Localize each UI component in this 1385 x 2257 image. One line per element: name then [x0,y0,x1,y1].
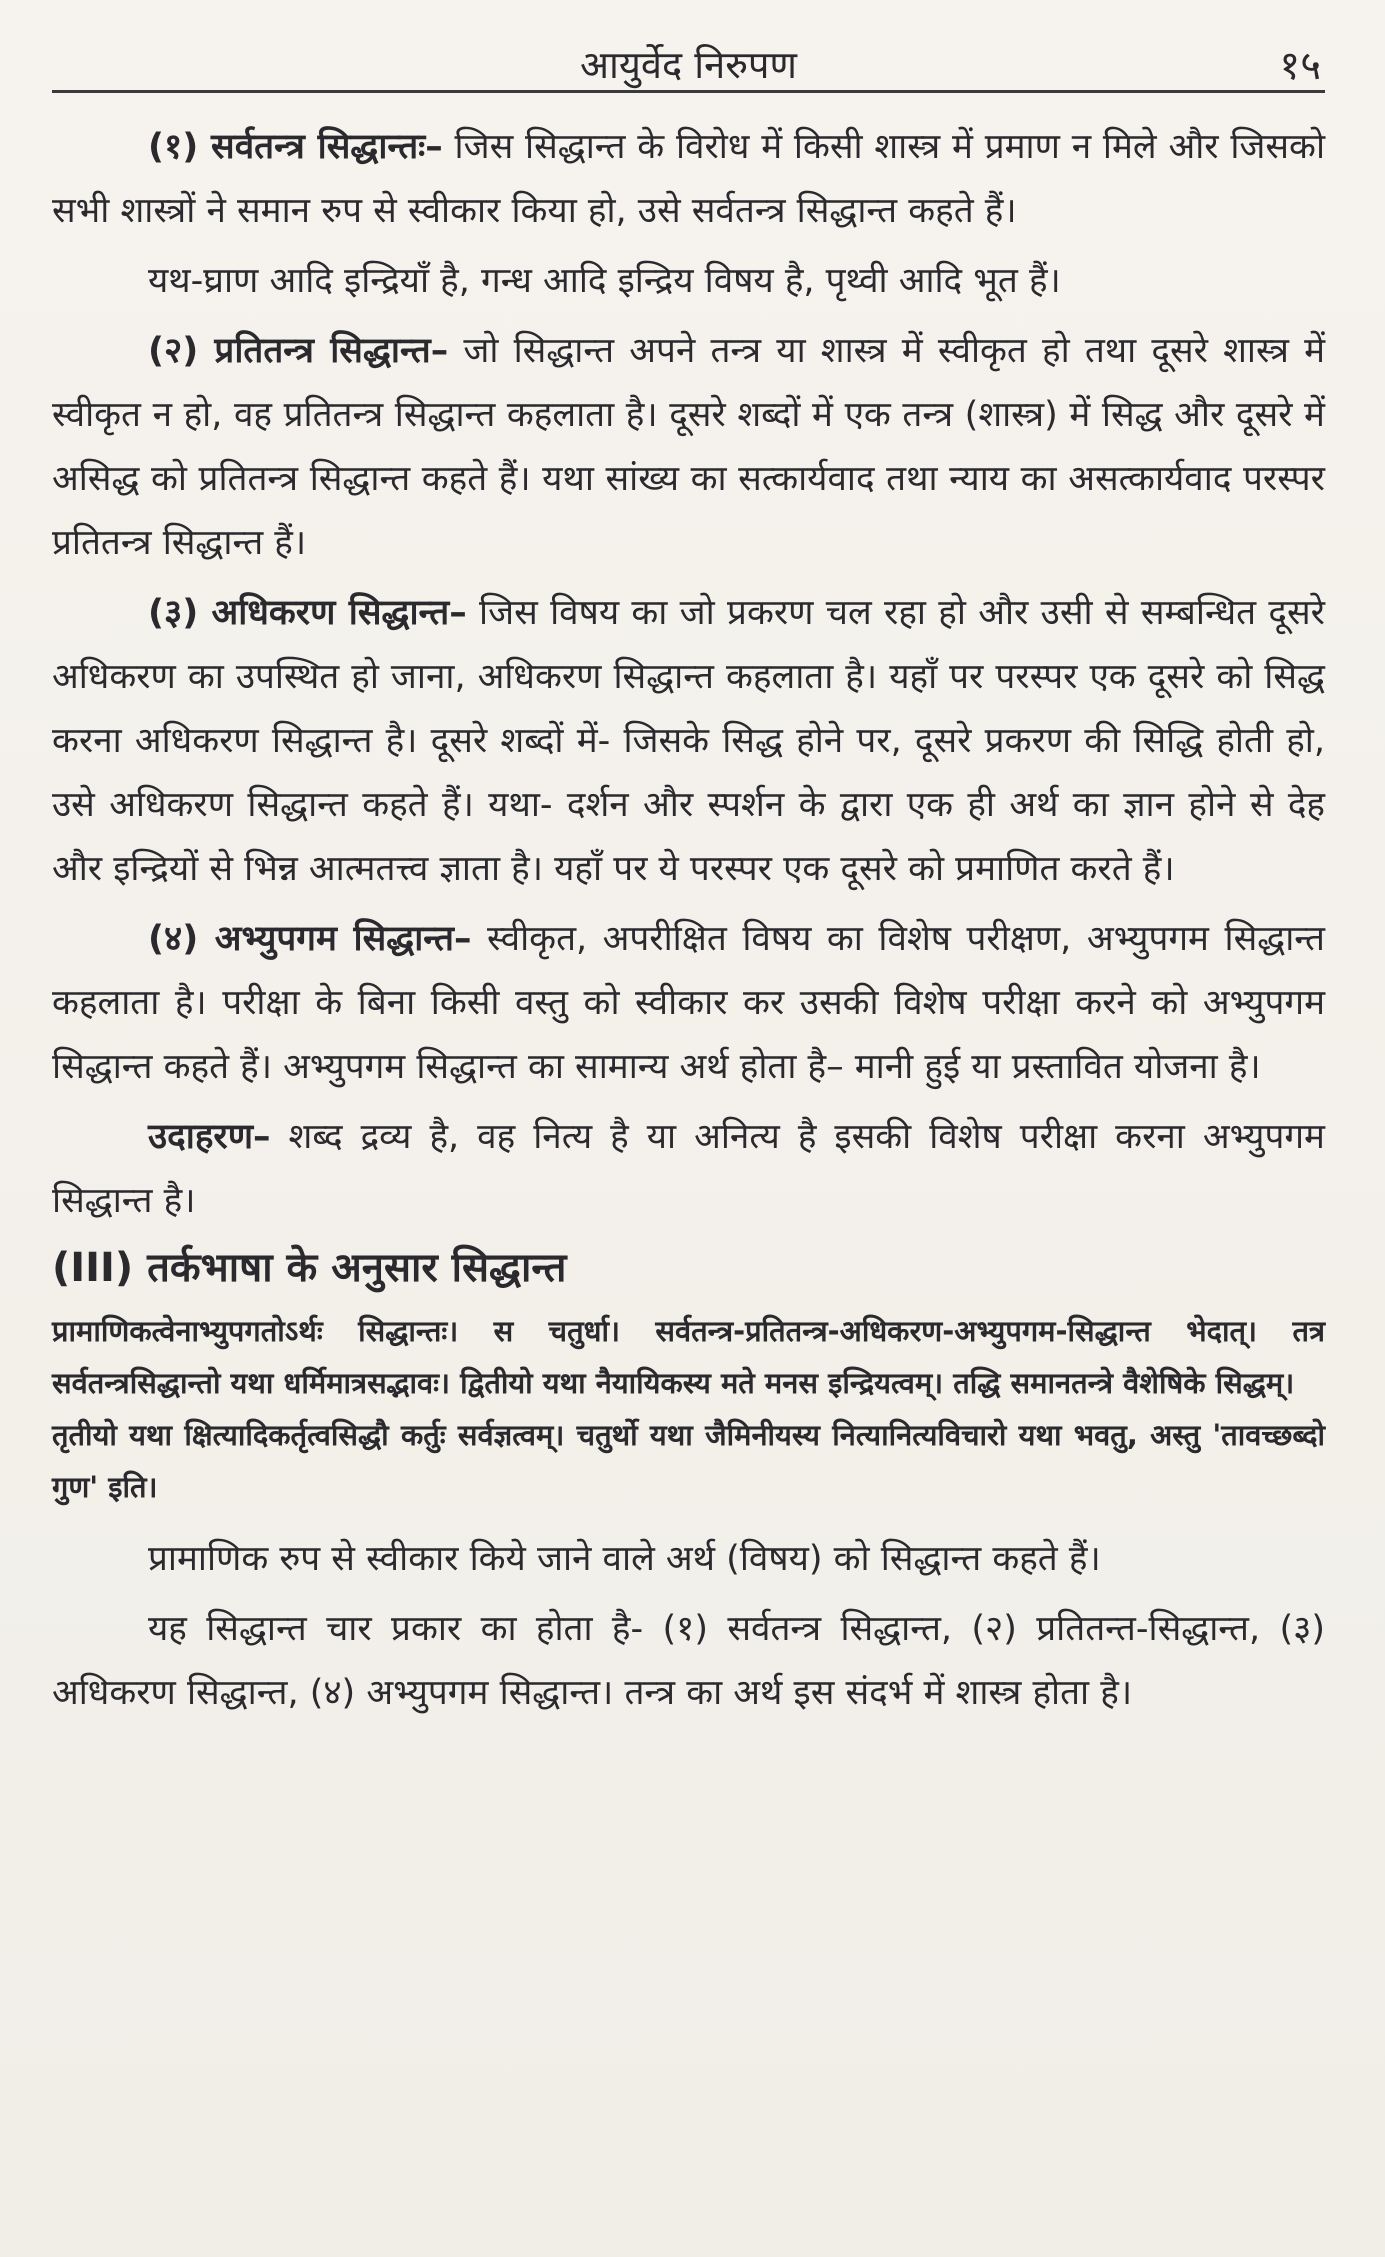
text-abhyupagama: स्वीकृत, अपरीक्षित विषय का विशेष परीक्षण, अभ्युपगम सिद्धान्त कहलाता है। परीक्षा के बिना किसी वस्तु को स्वीकार कर उसकी विशेष परीक्षा करने को अभ्युपगम सिद्धान्त कहते हैं। अभ्युपगम सिद्धान्त का सामान्य अर्थ होता है– मानी हुई या प्रस्तावित योजना है। [52,919,1325,1087]
term-udaharana: उदाहरण– [148,1117,271,1157]
running-title: आयुर्वेद निरुपण [580,43,797,87]
page-header [52,30,1325,93]
text-example-1: यथ-घ्राण आदि इन्द्रियाँ है, गन्ध आदि इन्द्रिय विषय है, पृथ्वी आदि भूत हैं। [148,261,1061,301]
text-pratitantra: जो सिद्धान्त अपने तन्त्र या शास्त्र में स्वीकृत हो तथा दूसरे शास्त्र में स्वीकृत न हो, वह प्रतितन्त्र सिद्धान्त कहलाता है। दूसरे शब्दों में एक तन्त्र (शास्त्र) में सिद्ध और दूसरे में असिद्ध को प्रतितन्त्र सिद्धान्त कहते हैं। यथा सांख्य का सत्कार्यवाद तथा न्याय का असत्कार्यवाद परस्पर प्रतितन्त्र सिद्धान्त हैं। [52,331,1326,563]
paragraph-adhikarana [52,581,1325,901]
sanskrit-quotation [52,1305,1325,1513]
term-pratitantra: (२) प्रतितन्त्र सिद्धान्त– [148,331,449,371]
sanskrit-line: प्रामाणिकत्वेनाभ्युपगतोऽर्थः सिद्धान्तः। स चतुर्धा। सर्वतन्त्र-प्रतितन्त्र-अधिकरण-अभ्युपगम-सिद्धान्त भेदात्। तत्र सर्वतन्त्रसिद्धान्तो यथा धर्मिमात्रसद्भावः। द्वितीयो यथा नैयायिकस्य मते मनस इन्द्रियत्वम्। तद्धि समानतन्त्रे वैशेषिके सिद्धम्। [52,1314,1325,1400]
text-adhikarana: जिस विषय का जो प्रकरण चल रहा हो और उसी से सम्बन्धित दूसरे अधिकरण का उपस्थित हो जाना, अधिकरण सिद्धान्त कहलाता है। यहाँ पर परस्पर एक दूसरे को सिद्ध करना अधिकरण सिद्धान्त है। दूसरे शब्दों में- जिसके सिद्ध होने पर, दूसरे प्रकरण की सिद्धि होती हो, उसे अधिकरण सिद्धान्त कहते हैं। यथा- दर्शन और स्पर्शन के द्वारा एक ही अर्थ का ज्ञान होने से देह और इन्द्रियों से भिन्न आत्मतत्त्व ज्ञाता है। यहाँ पर ये परस्पर एक दूसरे को प्रमाणित करते हैं। [52,593,1325,889]
page-number: १५ [1279,43,1321,89]
paragraph-udaharana [52,1105,1325,1233]
term-abhyupagama: (४) अभ्युपगम सिद्धान्त– [148,919,472,959]
term-sarvatantra: (१) सर्वतन्त्र सिद्धान्तः– [148,127,443,167]
paragraph-definition: प्रामाणिक रुप से स्वीकार किये जाने वाले अर्थ (विषय) को सिद्धान्त कहते हैं। [148,1539,1101,1579]
text-sarvatantra: जिस सिद्धान्त के विरोध में किसी शास्त्र में प्रमाण न मिले और जिसको सभी शास्त्रों ने समान रुप से स्वीकार किया हो, उसे सर्वतन्त्र सिद्धान्त कहते हैं। [52,127,1326,231]
term-adhikarana: (३) अधिकरण सिद्धान्त– [148,593,467,633]
text-udaharana: शब्द द्रव्य है, वह नित्य है या अनित्य है इसकी विशेष परीक्षा करना अभ्युपगम सिद्धान्त है। [52,1117,1325,1221]
paragraph-sarvatantra [52,115,1325,243]
paragraph-example-1 [52,249,1325,313]
page-content [52,115,1325,1725]
paragraph-abhyupagama [52,907,1325,1099]
section-heading: (III) तर्कभाषा के अनुसार सिद्धान्त [52,1245,567,1291]
paragraph-pratitantra [52,319,1325,575]
paragraph-types: यह सिद्धान्त चार प्रकार का होता है- (१) सर्वतन्त्र सिद्धान्त, (२) प्रतितन्त-सिद्धान्त, (३) अधिकरण सिद्धान्त, (४) अभ्युपगम सिद्धान्त। तन्त्र का अर्थ इस संदर्भ में शास्त्र होता है। [52,1609,1325,1713]
sanskrit-line: तृतीयो यथा क्षित्यादिकर्तृत्वसिद्धौ कर्तुः सर्वज्ञत्वम्। चतुर्थो यथा जैमिनीयस्य नित्यानित्यविचारो यथा भवतु, अस्तु 'तावच्छब्दो गुण' इति। [52,1418,1325,1504]
